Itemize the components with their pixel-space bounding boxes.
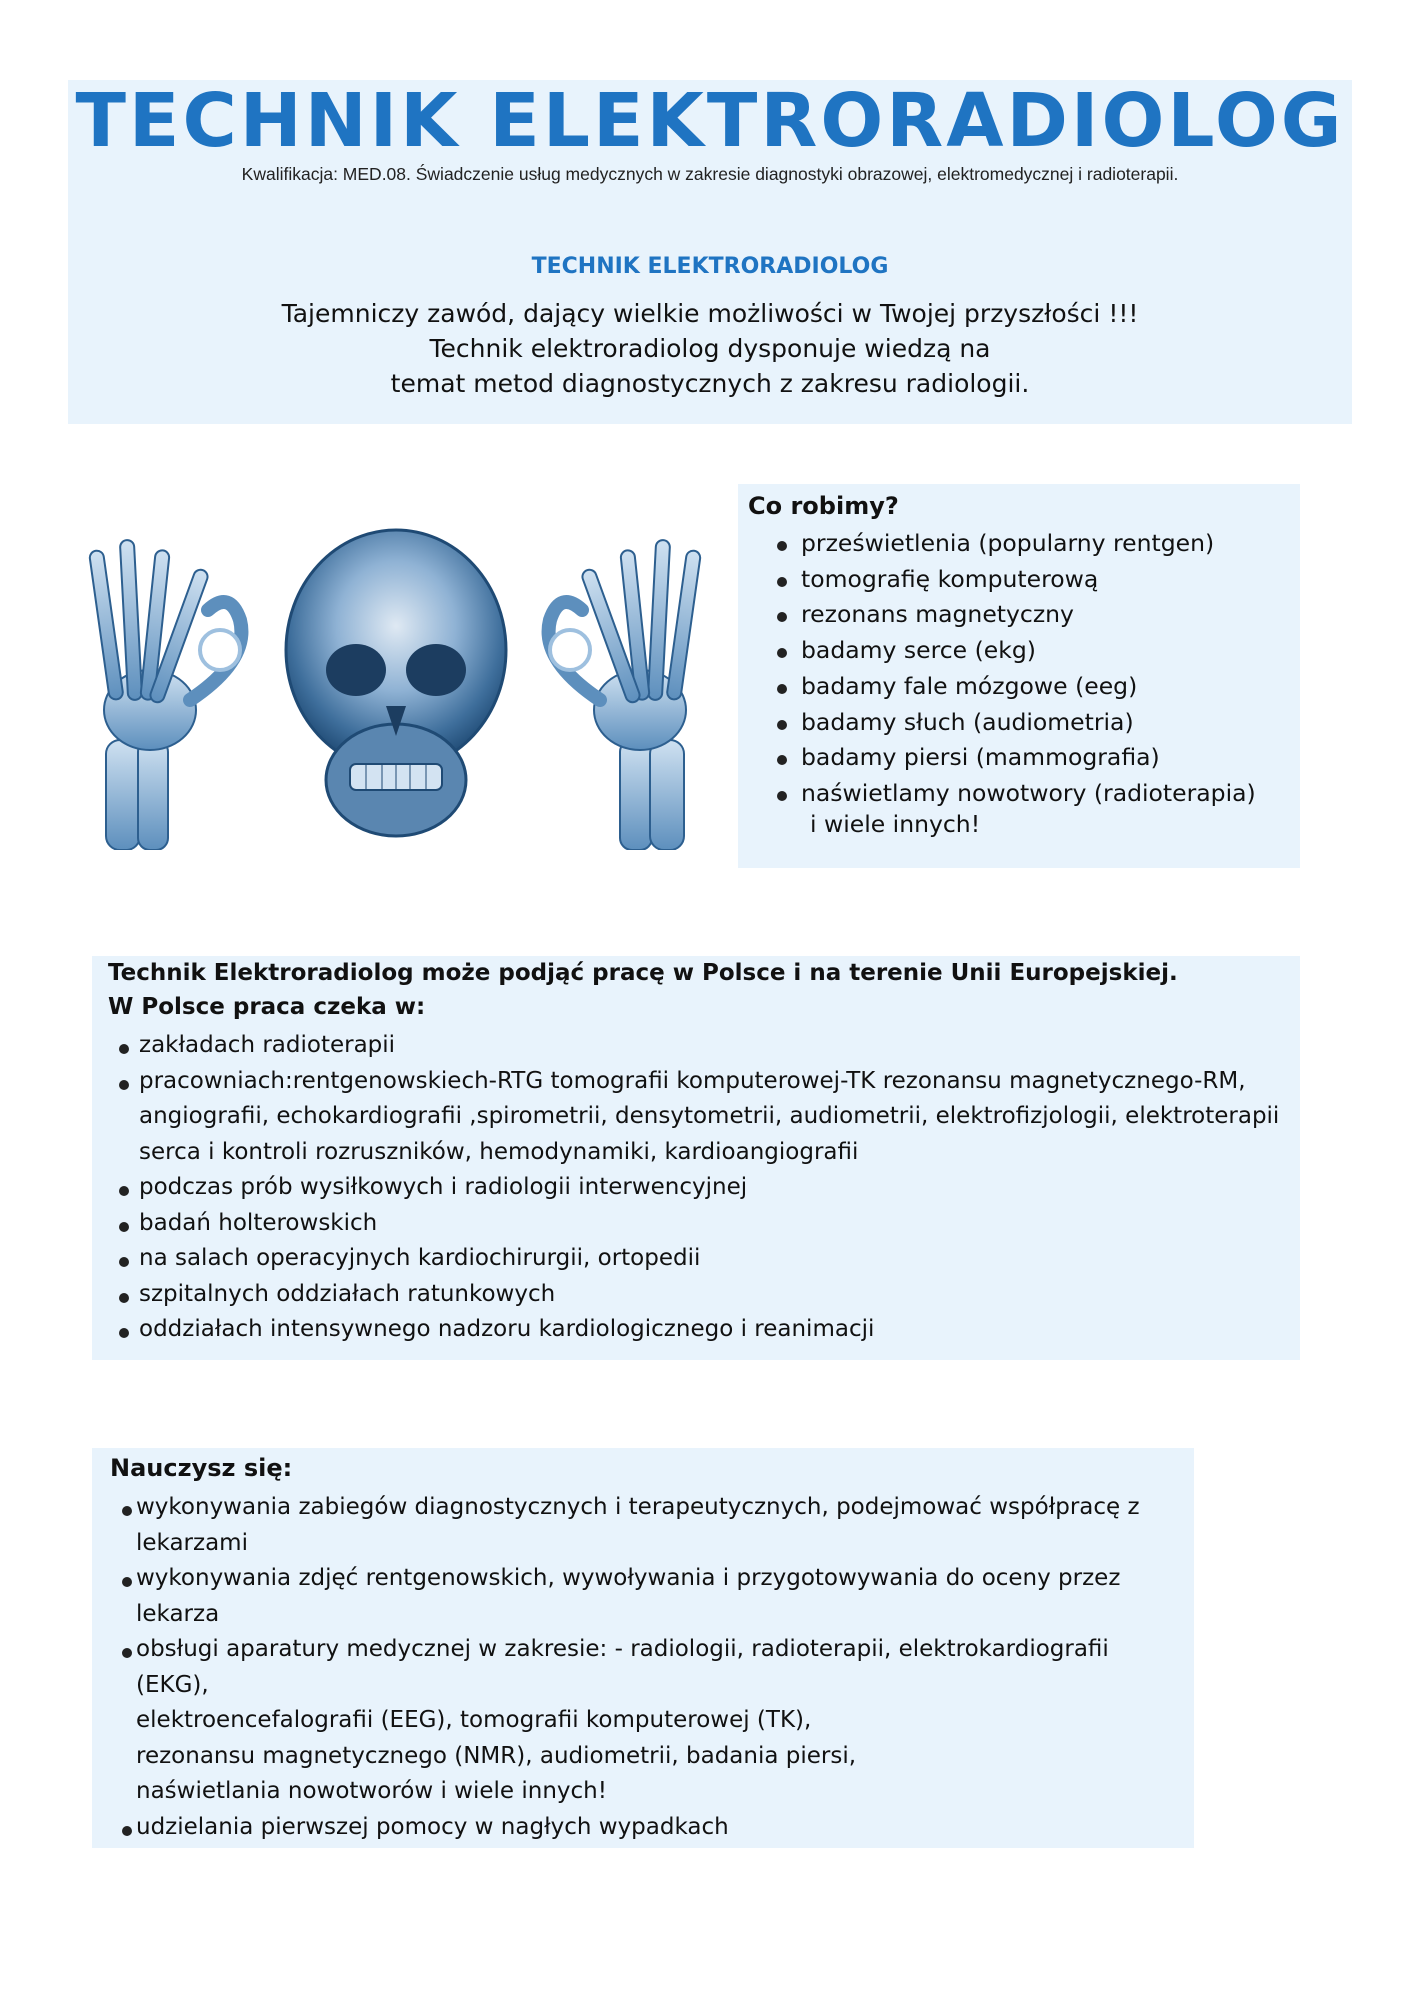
list-item: wykonywania zdjęć rentgenowskich, wywoływania i przygotowywania do oceny przez lekarza: [136, 1561, 1186, 1632]
left-hand-xray: [89, 540, 241, 850]
header-banner: [68, 80, 1352, 424]
work-subheading: W Polsce praca czeka w:: [108, 994, 426, 1020]
intro-text: [68, 296, 1352, 401]
bullet-icon: [122, 1648, 132, 1658]
bullet-icon: [777, 791, 787, 801]
list-item: tomografię komputerową: [801, 562, 1256, 598]
bullet-icon: [122, 1577, 132, 1587]
bullet-icon: [777, 577, 787, 587]
list-item: badań holterowskich: [139, 1206, 1289, 1242]
qualification-text: Kwalifikacja: MED.08. Świadczenie usług medycznych w zakresie diagnostyki obrazowej, elektromedycznej i radioterapii.: [241, 164, 1179, 184]
list-item: badamy serce (ekg): [801, 633, 1256, 669]
bullet-icon: [119, 1044, 129, 1054]
bullet-icon: [777, 648, 787, 658]
list-item: badamy fale mózgowe (eeg): [801, 669, 1256, 705]
list-item: zakładach radioterapii: [139, 1028, 1289, 1064]
bullet-icon: [122, 1506, 132, 1516]
list-item: badamy słuch (audiometria): [801, 705, 1256, 741]
bullet-icon: [777, 541, 787, 551]
intro-line: Tajemniczy zawód, dający wielkie możliwości w Twojej przyszłości !!!: [281, 299, 1139, 328]
list-item: naświetlamy nowotwory (radioterapia): [801, 776, 1256, 812]
list-item: szpitalnych oddziałach ratunkowych: [139, 1277, 1289, 1313]
list-item: badamy piersi (mammografia): [801, 740, 1256, 776]
intro-line: temat metod diagnostycznych z zakresu radiologii.: [390, 369, 1030, 398]
bullet-icon: [119, 1293, 129, 1303]
list-item: prześwietlenia (popularny rentgen): [801, 526, 1256, 562]
bullet-icon: [119, 1328, 129, 1338]
bullet-icon: [119, 1186, 129, 1196]
what-we-do-tail: i wiele innych!: [810, 810, 981, 838]
list-item: podczas prób wysiłkowych i radiologii interwencyjnej: [139, 1170, 1289, 1206]
bullet-icon: [122, 1826, 132, 1836]
right-hand-xray: [549, 540, 701, 850]
list-item: rezonans magnetyczny: [801, 597, 1256, 633]
intro-line: Technik elektroradiolog dysponuje wiedzą na: [429, 334, 991, 363]
section-subtitle: TECHNIK ELEKTRORADIOLOG: [531, 254, 889, 279]
list-item: udzielania pierwszej pomocy w nagłych wypadkach: [136, 1810, 1186, 1846]
learn-heading: Nauczysz się:: [110, 1454, 293, 1482]
learn-panel: [92, 1448, 1194, 1848]
list-item: obsługi aparatury medycznej w zakresie: - radiologii, radioterapii, elektrokardiografii (EKG), elektroencefalografii (EEG), tomografii komputerowej (TK), rezonansu magnetycznego (NMR), audiometrii, badania piersi, naświetlania nowotworów i wiele innych!: [136, 1632, 1186, 1810]
xray-illustration: [80, 510, 710, 850]
list-item: wykonywania zabiegów diagnostycznych i terapeutycznych, podejmować współpracę z lekarzami: [136, 1490, 1186, 1561]
bullet-icon: [777, 612, 787, 622]
bullet-icon: [119, 1257, 129, 1267]
work-list: [139, 1028, 1289, 1348]
page-title: TECHNIK ELEKTRORADIOLOG: [75, 78, 1345, 164]
bullet-icon: [777, 755, 787, 765]
what-we-do-list: [801, 526, 1256, 812]
what-we-do-heading: Co robimy?: [748, 492, 899, 520]
list-item: oddziałach intensywnego nadzoru kardiologicznego i reanimacji: [139, 1312, 1289, 1348]
list-item: pracowniach:rentgenowskiech-RTG tomografii komputerowej-TK rezonansu magnetycznego-RM, angiografii, echokardiografii ,spirometrii, densytometrii, audiometrii, elektrofizjologii, elektroterapii serca i kontroli rozruszników, hemodynamiki, kardioangiografii: [139, 1064, 1289, 1171]
work-heading: Technik Elektroradiolog może podjąć pracę w Polsce i na terenie Unii Europejskiej.: [108, 960, 1178, 986]
work-panel: [92, 956, 1300, 1360]
skull-xray: [286, 530, 506, 836]
list-item: na salach operacyjnych kardiochirurgii, ortopedii: [139, 1241, 1289, 1277]
bullet-icon: [119, 1222, 129, 1232]
bullet-icon: [119, 1080, 129, 1090]
learn-list: [136, 1490, 1186, 1845]
what-we-do-panel: [738, 484, 1300, 868]
bullet-icon: [777, 720, 787, 730]
bullet-icon: [777, 684, 787, 694]
